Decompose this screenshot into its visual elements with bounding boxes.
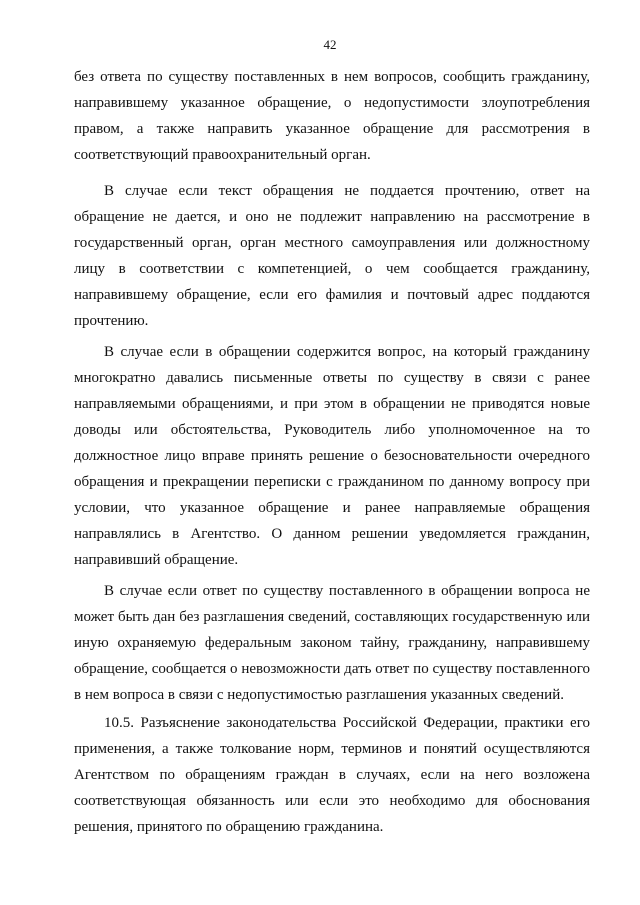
paragraph-unreadable-appeal: В случае если текст обращения не поддается прочтению, ответ на обращение не дается, и оно не подлежит направлению на рассмотрение в государственный орган, орган местного самоуправления или должностному лицу в соответствии с компетенцией, о чем сообщается гражданину, направившему обращение, если его фамилия и почтовый адрес поддаются прочтению. (74, 183, 590, 329)
page-number: 42 (323, 37, 337, 52)
paragraph-section-10-5: 10.5. Разъяснение законодательства Российской Федерации, практики его применения, а также толкование норм, терминов и понятий осуществляются Агентством по обращениям граждан в случаях, если на него возложена соответствующая обязанность или если это необходимо для обоснования решения, принятого по обращению гражданина. (74, 715, 590, 835)
page-body (74, 64, 590, 840)
paragraph-secret-information: В случае если ответ по существу поставленного в обращении вопроса не может быть дан без разглашения сведений, составляющих государственную или иную охраняемую федеральным законом тайну, гражданину, направившему обращение, сообщается о невозможности дать ответ по существу поставленного в нем вопроса в связи с недопустимостью разглашения указанных сведений. (74, 583, 590, 703)
paragraph-continuation: без ответа по существу поставленных в нем вопросов, сообщить гражданину, направившему указанное обращение, о недопустимости злоупотребления правом, а также направить указанное обращение для рассмотрения в соответствующий правоохранительный орган. (74, 69, 590, 163)
paragraph-repeated-appeal: В случае если в обращении содержится вопрос, на который гражданину многократно давались письменные ответы по существу в связи с ранее направляемыми обращениями, и при этом в обращении не приводятся новые доводы или обстоятельства, Руководитель либо уполномоченное на то должностное лицо вправе принять решение о безосновательности очередного обращения и прекращении переписки с гражданином по данному вопросу при условии, что указанное обращение и ранее направляемые обращения направлялись в Агентство. О данном решении уведомляется гражданин, направивший обращение. (74, 344, 590, 568)
